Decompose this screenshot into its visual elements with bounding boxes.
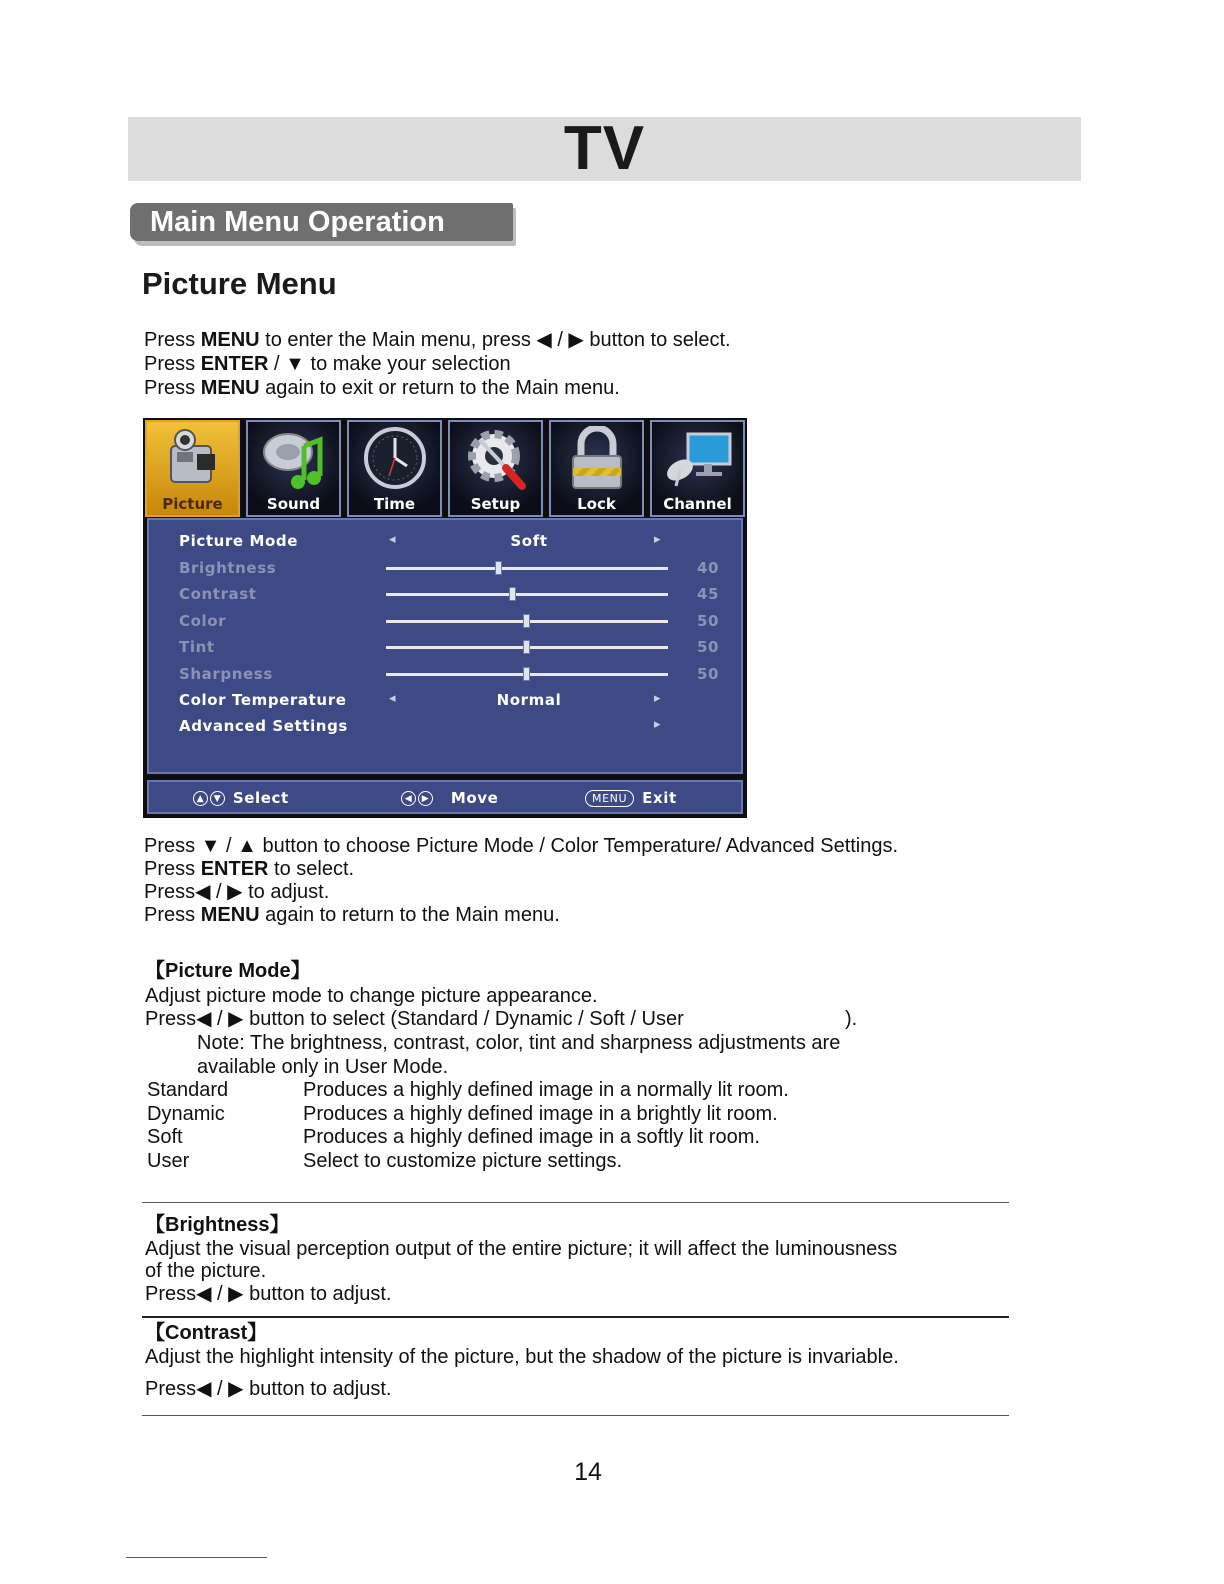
tab-setup[interactable]: [448, 420, 543, 517]
tab-label: Picture: [162, 495, 223, 513]
hint-move: [401, 789, 498, 807]
tab-label: Sound: [266, 495, 321, 513]
brightness-desc-1: Adjust the visual perception output of the entire picture; it will affect the luminousness: [145, 1238, 898, 1260]
row-label: Sharpness: [179, 665, 273, 683]
tab-label: Setup: [470, 495, 521, 513]
intro-line-3: Press MENU again to exit or return to the Main menu.: [144, 377, 620, 399]
tab-label: Time: [373, 495, 416, 513]
hint-exit-label: Exit: [642, 789, 677, 807]
mode-desc: Produces a highly defined image in a brightly lit room.: [303, 1103, 778, 1125]
hint-move-label: Move: [450, 789, 499, 807]
tab-time[interactable]: [347, 420, 442, 517]
contrast-heading: 【Contrast】: [145, 1322, 268, 1344]
speaker-music-icon: [258, 426, 330, 492]
arrow-right-icon: ▸: [654, 717, 662, 732]
mode-name: Dynamic: [147, 1103, 225, 1125]
page-title: TV: [563, 114, 646, 183]
slider-knob[interactable]: [523, 614, 530, 628]
osd-row-color-temperature[interactable]: [149, 687, 741, 713]
row-label: Picture Mode: [179, 532, 299, 550]
header-band: [128, 114, 1081, 183]
arrow-left-icon: ◂: [389, 691, 397, 706]
intro-line-1: Press MENU to enter the Main menu, press ◀ / ▶ button to select.: [144, 329, 731, 351]
slider-knob[interactable]: [523, 667, 530, 681]
right-button-icon: ▶: [418, 791, 433, 806]
hint-select-label: Select: [232, 789, 289, 807]
picture-mode-desc: Adjust picture mode to change picture appearance.: [145, 985, 598, 1007]
camcorder-icon: [157, 426, 229, 492]
mode-name: Standard: [147, 1079, 229, 1101]
row-number: 50: [697, 612, 720, 630]
page-number: 14: [574, 1458, 602, 1486]
row-number: 50: [697, 665, 720, 683]
osd-row-contrast[interactable]: [149, 581, 741, 607]
clock-icon: [359, 426, 431, 492]
slider-track: [386, 567, 668, 570]
usage-line-4: Press MENU again to return to the Main menu.: [144, 904, 560, 926]
arrow-left-icon: ◂: [389, 532, 397, 547]
picture-mode-press: Press◀ / ▶ button to select (Standard / Dynamic / Soft / User: [145, 1008, 684, 1030]
tab-picture[interactable]: [145, 420, 240, 517]
picture-mode-heading: 【Picture Mode】: [145, 960, 311, 982]
down-button-icon: ▼: [210, 791, 225, 806]
picture-mode-press-end: ).: [845, 1008, 858, 1030]
row-label: Color Temperature: [179, 691, 347, 709]
left-button-icon: ◀: [401, 791, 416, 806]
row-value: Soft: [510, 532, 548, 550]
tab-label: Channel: [663, 495, 732, 513]
slider-knob[interactable]: [509, 587, 516, 601]
satellite-monitor-icon: [662, 426, 734, 492]
slider-knob[interactable]: [523, 640, 530, 654]
tab-label: Lock: [577, 495, 616, 513]
arrow-right-icon: ▸: [654, 691, 662, 706]
row-value: Normal: [496, 691, 562, 709]
osd-row-picture-mode[interactable]: [149, 528, 741, 554]
mode-name: Soft: [147, 1126, 183, 1148]
tab-sound[interactable]: [246, 420, 341, 517]
mode-desc: Produces a highly defined image in a normally lit room.: [303, 1079, 789, 1101]
osd-settings-panel: [147, 518, 743, 774]
picture-mode-note-2: available only in User Mode.: [197, 1056, 449, 1078]
up-button-icon: ▲: [193, 791, 208, 806]
mode-desc: Select to customize picture settings.: [303, 1150, 623, 1172]
brightness-desc-2: of the picture.: [145, 1260, 267, 1282]
slider-track: [386, 593, 668, 596]
tab-lock[interactable]: [549, 420, 644, 517]
gear-screwdriver-icon: [460, 426, 532, 492]
osd-row-brightness[interactable]: [149, 555, 741, 581]
osd-row-sharpness[interactable]: [149, 661, 741, 687]
intro-line-2: Press ENTER / ▼ to make your selection: [144, 353, 511, 375]
osd-row-advanced-settings[interactable]: [149, 713, 741, 739]
mode-desc: Produces a highly defined image in a softly lit room.: [303, 1126, 760, 1148]
row-number: 40: [697, 559, 720, 577]
osd-footer-hints: [147, 780, 743, 814]
section-title: Main Menu Operation: [130, 203, 513, 241]
usage-line-2: Press ENTER to select.: [144, 858, 355, 880]
row-label: Advanced Settings: [179, 717, 348, 735]
page-heading: Picture Menu: [142, 266, 337, 301]
contrast-desc: Adjust the highlight intensity of the picture, but the shadow of the picture is invariable.: [145, 1346, 899, 1368]
divider: [142, 1202, 1009, 1203]
usage-line-3: Press◀ / ▶ to adjust.: [144, 881, 330, 903]
brightness-heading: 【Brightness】: [145, 1214, 290, 1236]
slider-knob[interactable]: [495, 561, 502, 575]
usage-line-1: Press ▼ / ▲ button to choose Picture Mode / Color Temperature/ Advanced Settings.: [144, 835, 899, 857]
row-number: 45: [697, 585, 720, 603]
row-label: Contrast: [179, 585, 257, 603]
brightness-press: Press◀ / ▶ button to adjust.: [145, 1283, 392, 1305]
row-label: Color: [179, 612, 227, 630]
row-label: Tint: [179, 638, 215, 656]
hint-exit: [585, 789, 677, 807]
hint-select: [193, 789, 289, 807]
footnote-rule: [126, 1557, 267, 1558]
row-label: Brightness: [179, 559, 277, 577]
osd-row-color[interactable]: [149, 608, 741, 634]
menu-key-icon: MENU: [585, 790, 634, 807]
divider: [142, 1316, 1009, 1318]
osd-row-tint[interactable]: [149, 634, 741, 660]
row-number: 50: [697, 638, 720, 656]
padlock-icon: [561, 426, 633, 492]
contrast-press: Press◀ / ▶ button to adjust.: [145, 1378, 392, 1400]
osd-tab-bar: [145, 420, 745, 517]
tv-osd-menu: [143, 418, 747, 818]
picture-mode-note-1: Note: The brightness, contrast, color, tint and sharpness adjustments are: [197, 1032, 841, 1054]
mode-name: User: [147, 1150, 190, 1172]
arrow-right-icon: ▸: [654, 532, 662, 547]
divider: [142, 1415, 1009, 1416]
tab-channel[interactable]: [650, 420, 745, 517]
